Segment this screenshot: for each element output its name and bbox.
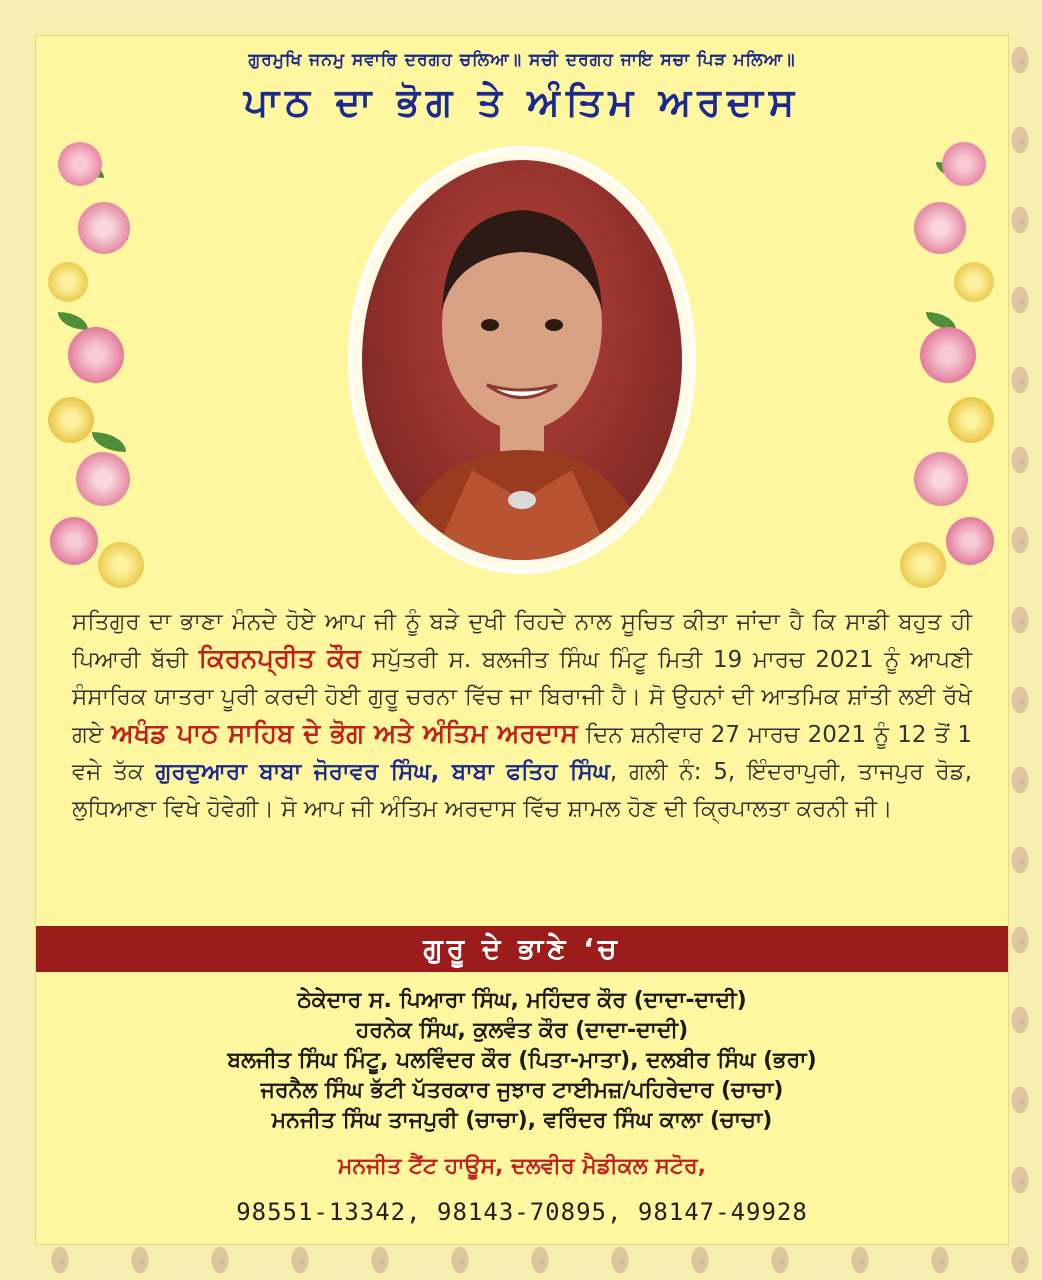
venue-name: ਗੁਰਦੁਆਰਾ ਬਾਬਾ ਜੋਰਾਵਰ ਸਿੰਘ, ਬਾਬਾ ਫਤਿਹ ਸਿੰਘ (155, 759, 610, 785)
phone-numbers: 98551-13342, 98143-70895, 98147-49928 (236, 1198, 808, 1226)
family-line: ਹਰਨੇਕ ਸਿੰਘ, ਕੁਲਵੰਤ ਕੌਰ (ਦਾਦਾ-ਦਾਦੀ) (355, 1018, 689, 1043)
announcement-part-4: , ਗਲੀ ਨੰ: 5, ਇੰਦਰਾਪੁਰੀ, ਤਾਜਪੁਰ ਰੋਡ, ਲੁਧਿਆਣਾ ਵਿਖੇ ਹੋਵੇਗੀ। ਸੋ ਆਪ ਜੀ ਅੰਤਿਮ ਅਰਦਾਸ ਵਿੱਚ ਸ਼ਾਮਲ ਹੋਣ ਦੀ ਕ੍ਰਿਪਾਲਤਾ ਕਰਨੀ ਜੀ। (72, 759, 973, 822)
gurbani-verse: ਗੁਰਮੁਖਿ ਜਨਮੁ ਸਵਾਰਿ ਦਰਗਹ ਚਲਿਆ॥ ਸਚੀ ਦਰਗਹ ਜਾਇ ਸਚਾ ਪਿੜ ਮਲਿਆ॥ (248, 50, 796, 70)
sponsor-line: ਮਨਜੀਤ ਟੈਂਟ ਹਾਊਸ, ਦਲਵੀਰ ਮੈਡੀਕਲ ਸਟੋਰ, (337, 1154, 706, 1179)
section-banner: ਗੁਰੂ ਦੇ ਭਾਣੇ ‘ਚ (36, 926, 1008, 972)
announcement-part-2: ਸਪੁੱਤਰੀ ਸ. ਬਲਜੀਤ ਸਿੰਘ ਮਿੰਟੂ ਮਿਤੀ 19 ਮਾਰਚ 2021 ਨੂੰ ਆਪਣੀ ਸੰਸਾਰਿਕ ਯਾਤਰਾ ਪੂਰੀ ਕਰਦੀ ਹੋਈ ਗੁਰੂ ਚਰਨਾ ਵਿੱਚ ਜਾ ਬਿਰਾਜੀ ਹੈ। ਸੋ ਉਹਨਾਂ ਦੀ ਆਤਮਿਕ ਸ਼ਾਂਤੀ ਲਈ ਰੱਖੇ ਗਏ (72, 647, 973, 748)
ceremony-name: ਅਖੰਡ ਪਾਠ ਸਾਹਿਬ ਦੇ ਭੋਗ ਅਤੇ ਅੰਤਿਮ ਅਰਦਾਸ (111, 719, 578, 749)
announcement-part-3: ਦਿਨ ਸ਼ਨੀਵਾਰ 27 ਮਾਰਚ 2021 ਨੂੰ 12 ਤੋਂ 1 ਵਜੇ ਤੱਕ (72, 722, 972, 785)
portrait-illustration (362, 160, 682, 560)
flower-garland-left (48, 132, 148, 602)
family-line: ਬਲਜੀਤ ਸਿੰਘ ਮਿੰਟੂ, ਪਲਵਿੰਦਰ ਕੌਰ (ਪਿਤਾ-ਮਾਤਾ), ਦਲਬੀਰ ਸਿੰਘ (ਭਰਾ) (227, 1048, 817, 1073)
deceased-name: ਕਿਰਨਪ੍ਰੀਤ ਕੌਰ (198, 644, 361, 674)
portrait-photo (362, 160, 682, 560)
family-list (36, 986, 1008, 1136)
family-line: ਮਨਜੀਤ ਸਿੰਘ ਤਾਜਪੁਰੀ (ਚਾਚਾ), ਵਰਿੰਦਰ ਸਿੰਘ ਕਾਲਾ (ਚਾਚਾ) (271, 1108, 773, 1133)
family-line: ਜਰਨੈਲ ਸਿੰਘ ਭੱਟੀ ਪੱਤਰਕਾਰ ਜੁਝਾਰ ਟਾਈਮਜ਼/ਪਹਿਰੇਦਾਰ (ਚਾਚਾ) (260, 1078, 784, 1103)
page-title: ਪਾਠ ਦਾ ਭੋਗ ਤੇ ਅੰਤਿਮ ਅਰਦਾਸ (243, 80, 801, 124)
announcement-text (72, 604, 972, 828)
flower-garland-right (896, 132, 996, 602)
obituary-card (36, 36, 1008, 1244)
family-line: ਠੇਕੇਦਾਰ ਸ. ਪਿਆਰਾ ਸਿੰਘ, ਮਹਿੰਦਰ ਕੌਰ (ਦਾਦਾ-ਦਾਦੀ) (297, 988, 747, 1013)
announcement-part-1: ਸਤਿਗੁਰ ਦਾ ਭਾਣਾ ਮੰਨਦੇ ਹੋਏ ਆਪ ਜੀ ਨੂੰ ਬੜੇ ਦੁਖੀ ਰਿਹਦੇ ਨਾਲ ਸੂਚਿਤ ਕੀਤਾ ਜਾਂਦਾ ਹੈ ਕਿ ਸਾਡੀ ਬਹੁਤ ਹੀ ਪਿਆਰੀ ਬੱਚੀ (72, 609, 972, 673)
